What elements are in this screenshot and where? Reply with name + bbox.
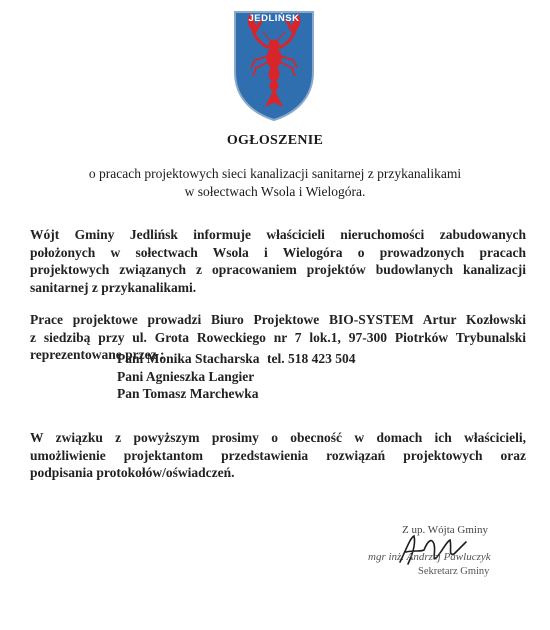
contact-item	[117, 385, 356, 403]
contact-phone: tel. 518 423 504	[267, 351, 356, 366]
paragraph-line: umożliwienie projektantom przedstawienia rozwiązań projektowych oraz	[30, 447, 526, 463]
paragraph-request	[30, 429, 526, 482]
contact-name: Pani Monika Stacharska	[117, 351, 260, 366]
crest-label: JEDLIŃSK	[248, 13, 300, 24]
paragraph-line: sanitarnej z przykanalikami.	[30, 279, 197, 295]
contact-name: Pan Tomasz Marchewka	[117, 386, 259, 401]
document-title: OGŁOSZENIE	[226, 133, 324, 148]
paragraph-line: Prace projektowe prowadzi Biuro Projektowe BIO-SYSTEM Artur Kozłowski	[30, 312, 526, 327]
contact-list	[117, 350, 356, 403]
paragraph-line: projektowych związanych z opracowaniem projektów budowlanych kanalizacji	[30, 262, 526, 277]
crayfish-icon	[233, 10, 315, 122]
signature-name: mgr inż. Andrzej Pawluczyk	[368, 551, 491, 563]
signature-title: Sekretarz Gminy	[418, 566, 490, 577]
paragraph-line: położonych w sołectwach Wsola i Wielogóra o prowadzonych pracach	[30, 244, 526, 260]
subtitle-line: o pracach projektowych sieci kanalizacji sanitarnej z przykanalikami	[88, 166, 462, 181]
signature-role: Z up. Wójta Gminy	[402, 524, 488, 536]
contact-name: Pani Agnieszka Langier	[117, 368, 255, 384]
handwritten-signature	[396, 530, 468, 570]
subtitle-line: w sołectwach Wsola i Wielogóra.	[184, 184, 366, 199]
paragraph-line: podpisania protokołów/oświadczeń.	[30, 465, 235, 480]
paragraph-intro	[30, 226, 526, 296]
contact-item	[117, 368, 356, 386]
paragraph-line: W związku z powyższym prosimy o obecność w domach ich właścicieli,	[30, 430, 526, 445]
paragraph-line: Wójt Gminy Jedlińsk informuje właścicieli nieruchomości zabudowanych	[30, 227, 526, 242]
paragraph-line: reprezentowane przez :	[30, 347, 165, 362]
coat-of-arms	[233, 10, 315, 122]
paragraph-line: z siedzibą przy ul. Grota Roweckiego nr 7 lok.1, 97-300 Piotrków Trybunalski	[30, 329, 526, 345]
document-subtitle	[40, 165, 510, 201]
contact-item	[117, 350, 356, 368]
